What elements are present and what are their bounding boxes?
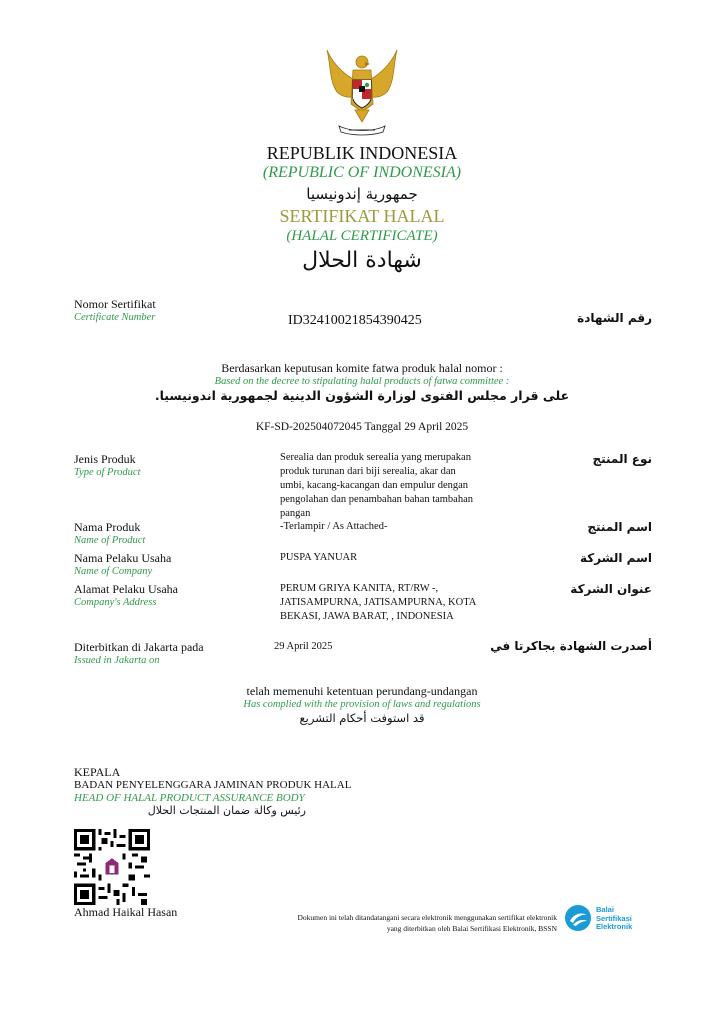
signatory-body-en: HEAD OF HALAL PRODUCT ASSURANCE BODY [74,792,305,804]
certificate-number-label-en: Certificate Number [74,312,156,323]
signatory-name: Ahmad Haikal Hasan [74,905,178,919]
product-name-label: Nama Produk [74,520,141,534]
compliance-text: telah memenuhi ketentuan perundang-undangan [246,684,478,698]
product-name-label-en: Name of Product [74,535,146,546]
signatory-body-ar: رئيس وكالة ضمان المنتجات الحلال [147,804,306,817]
company-address-label-ar: عنوان الشركة [570,582,652,596]
e-signature-note: Dokumen ini telah ditandatangani secara elektronik menggunakan sertifikat elektronik yang diterbitkan oleh Balai Sertifikasi Elektronik, BSSN [297,913,557,933]
qr-code-icon [74,829,150,905]
company-address-value: PERUM GRIYA KANITA, RT/RW -, JATISAMPURNA, JATISAMPURNA, KOTA BEKASI, JAWA BARAT, , INDONESIA [280,583,477,622]
issued-date-value: 29 April 2025 [274,641,333,652]
decree-text-ar: على قرار مجلس الفتوى لوزارة الشؤون الدينية لجمهورية اندونيسيا. [154,388,570,403]
country-title: REPUBLIK INDONESIA [266,143,458,163]
certificate-title-ar: شهادة الحلال [302,248,422,273]
signatory-body: BADAN PENYELENGGARA JAMINAN PRODUK HALAL [74,779,352,791]
country-title-en: (REPUBLIC OF INDONESIA) [262,164,462,181]
certificate-number-value: ID32410021854390425 [288,313,422,328]
company-name-label-ar: اسم الشركة [579,551,652,565]
bsre-logo-text: Balai Sertifikasi Elektronik [596,905,633,931]
decree-text: Berdasarkan keputusan komite fatwa produk halal nomor : [221,361,503,375]
issued-label-ar: أصدرت الشهادة بجاكرتا في [490,639,652,653]
product-type-label-ar: نوع المنتج [592,452,652,466]
certificate-number-label: Nomor Sertifikat [74,297,156,311]
company-name-label: Nama Pelaku Usaha [74,551,172,565]
signatory-title: KEPALA [74,765,121,779]
product-type-label-en: Type of Product [74,467,141,478]
garuda-emblem-icon [315,46,409,140]
country-title-ar: جمهورية إندونيسيا [306,185,418,203]
company-name-value: PUSPA YANUAR [280,552,358,563]
company-address-label: Alamat Pelaku Usaha [74,582,178,596]
compliance-text-ar: قد استوفت أحكام التشريع [299,711,425,725]
issued-label: Diterbitkan di Jakarta pada [74,640,204,654]
product-type-label: Jenis Produk [74,452,136,466]
compliance-text-en: Has complied with the provision of laws and regulations [243,699,481,710]
product-type-value: Serealia dan produk serealia yang merupakan produk turunan dari biji serealia, akar dan umbi, kacang-kacangan dan empulur dengan pengolahan dan penambahan bahan tambahan pangan [280,452,474,519]
company-address-label-en: Company's Address [74,597,157,608]
certificate-number-label-ar: رقم الشهادة [577,311,652,325]
product-name-value: -Terlampir / As Attached- [280,521,388,532]
certificate-title: SERTIFIKAT HALAL [279,206,445,226]
certificate-title-en: (HALAL CERTIFICATE) [286,228,438,244]
company-name-label-en: Name of Company [74,566,153,577]
product-name-label-ar: اسم المنتج [587,520,652,534]
issued-label-en: Issued in Jakarta on [74,655,160,666]
bsre-logo-icon [564,904,592,932]
decree-text-en: Based on the decree to stipulating halal products of fatwa committee : [214,376,510,387]
decree-reference: KF-SD-202504072045 Tanggal 29 April 2025 [255,421,469,433]
